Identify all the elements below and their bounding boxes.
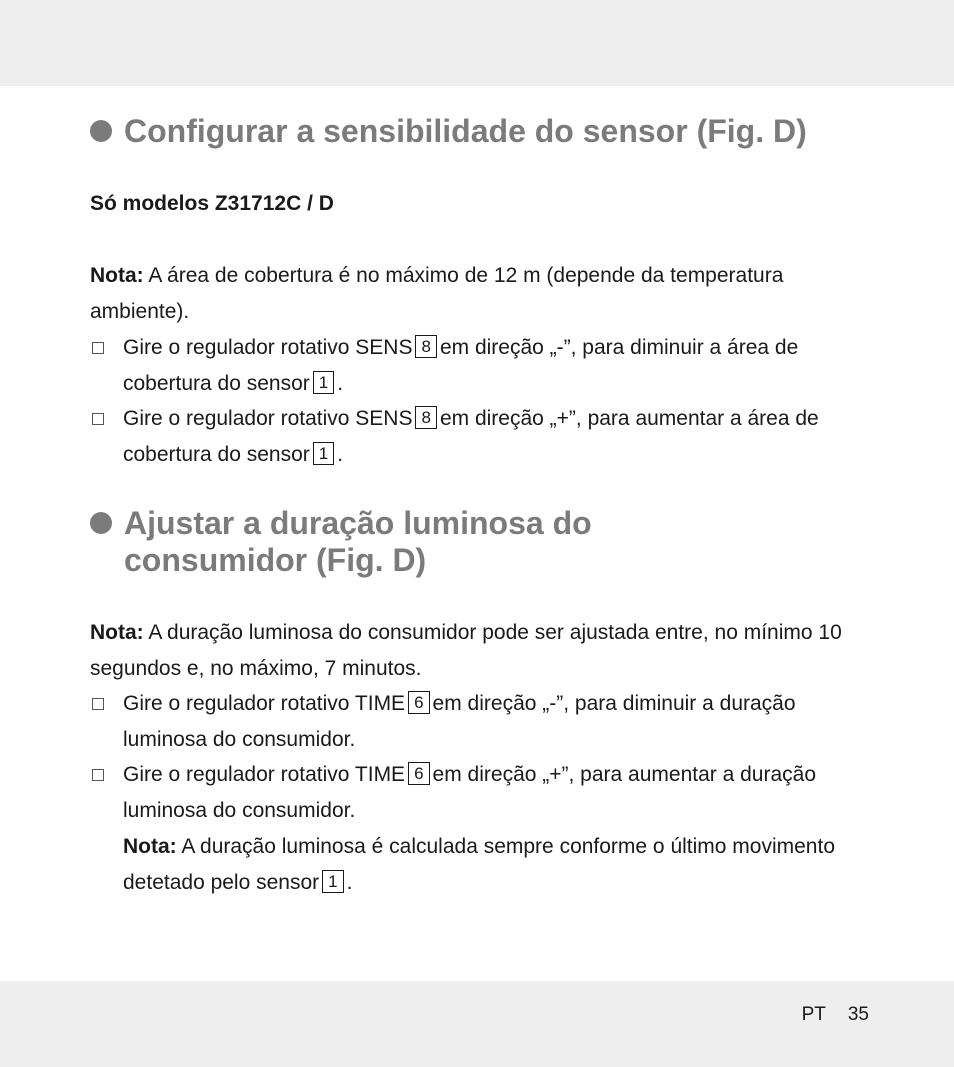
section-heading-sensitivity [90,113,807,150]
note-paragraph [90,615,880,686]
item-text: Gire o regulador rotativo SENS [123,407,413,430]
sub-note [123,829,883,900]
reference-number: 8 [415,335,436,358]
item-text: . [337,442,344,466]
note-text: A duração luminosa do consumidor pode ser ajustada entre, no mínimo 10 segundos e, no máximo, 7 minutos. [90,621,842,680]
models-subheading: Só modelos Z31712C / D [90,192,334,215]
list-item [90,757,870,828]
language-code: PT [801,1004,826,1025]
reference-number: 1 [313,442,334,465]
list-item [90,330,870,401]
note-text: A área de cobertura é no máximo de 12 m (depende da temperatura ambiente). [90,264,784,323]
note-label: Nota: [123,835,177,858]
bullet-dot-icon [90,120,112,142]
checkbox-square-icon [92,769,104,781]
item-text: Gire o regulador rotativo TIME [123,692,406,715]
reference-number: 1 [322,870,343,893]
item-text: em direção „+”, para aumentar a duração luminosa do consumidor. [123,763,817,822]
item-text: Gire o regulador rotativo TIME [123,763,406,786]
section-title-line2: consumidor (Fig. D) [124,542,427,578]
reference-number: 1 [313,371,334,394]
list-item [90,401,870,472]
note-text: A duração luminosa é calculada sempre conforme o último movimento detetado pelo sensor [123,835,836,894]
page-number: 35 [847,1004,869,1025]
top-band [0,0,954,86]
bullet-dot-icon [90,512,112,534]
reference-number: 8 [415,406,436,429]
section-title-line1: Ajustar a duração luminosa do [124,505,592,541]
note-label: Nota: [90,264,144,287]
note-label: Nota: [90,621,144,644]
checkbox-square-icon [92,342,104,354]
item-text: em direção „-”, para diminuir a área de cobertura do sensor [123,336,799,395]
reference-number: 6 [408,691,429,714]
section-title: Configurar a sensibilidade do sensor (Fig. D) [124,113,807,149]
item-text: em direção „+”, para aumentar a área de cobertura do sensor [123,407,819,466]
checkbox-square-icon [92,413,104,425]
checkbox-square-icon [92,698,104,710]
reference-number: 6 [408,762,429,785]
item-text: em direção „-”, para diminuir a duração luminosa do consumidor. [123,692,796,751]
item-text: . [337,371,344,395]
section-heading-duration [90,505,592,579]
item-text: Gire o regulador rotativo SENS [123,336,413,359]
note-paragraph [90,258,880,329]
page-footer [802,1003,869,1027]
list-item [90,686,870,757]
note-text-end: . [346,870,353,894]
